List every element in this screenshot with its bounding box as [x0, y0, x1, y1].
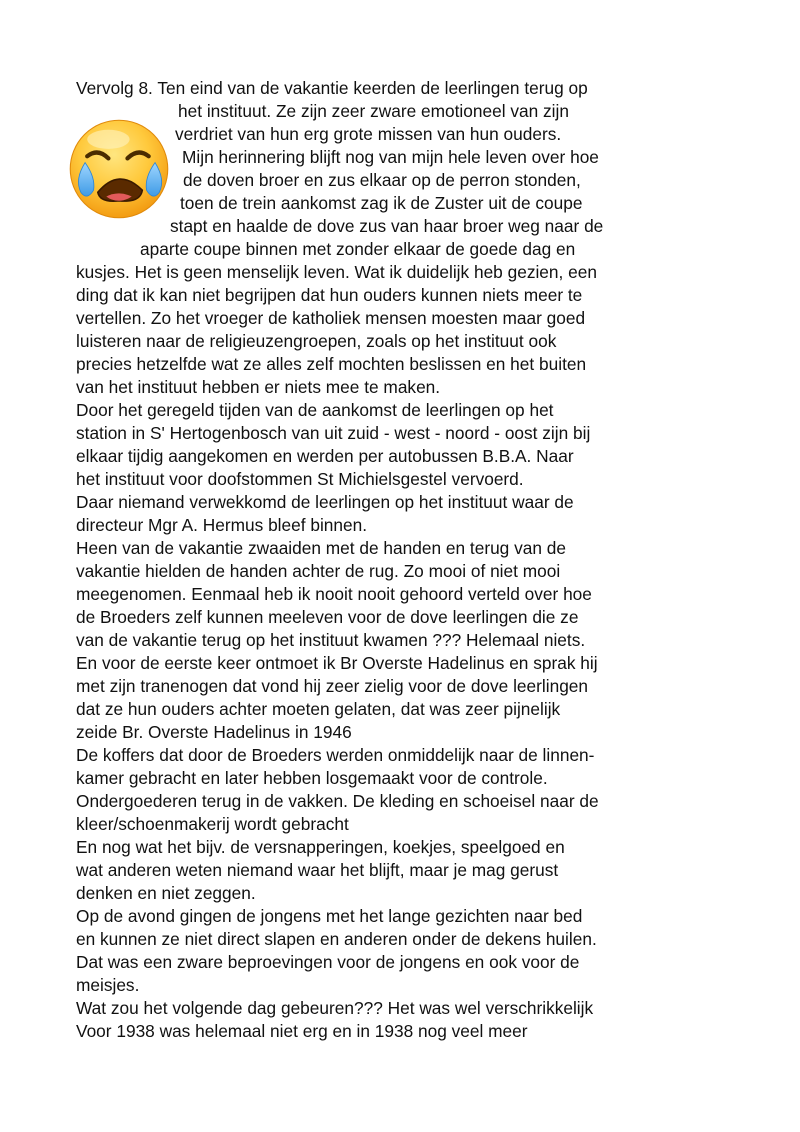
text-line-39: Dat was een zware beproevingen voor de jongens en ook voor de — [76, 952, 580, 972]
text-line-6: toen de trein aankomst zag ik de Zuster uit de coupe — [180, 193, 583, 213]
text-line-22: vakantie hielden de handen achter de rug. Zo mooi of niet mooi — [76, 561, 561, 581]
text-line-42: Voor 1938 was helemaal niet erg en in 1938 nog veel meer — [76, 1021, 528, 1041]
text-line-8: aparte coupe binnen met zonder elkaar de goede dag en — [140, 239, 576, 259]
text-line-34: En nog wat het bijv. de versnapperingen, koekjes, speelgoed en — [76, 837, 565, 857]
text-line-2: het instituut. Ze zijn zeer zware emotioneel van zijn — [178, 101, 569, 121]
text-line-4: Mijn herinnering blijft nog van mijn hele leven over hoe — [182, 147, 599, 167]
text-line-23: meegenomen. Eenmaal heb ik nooit nooit gehoord verteld over hoe — [76, 584, 592, 604]
text-line-31: kamer gebracht en later hebben losgemaakt voor de controle. — [76, 768, 548, 788]
text-line-17: elkaar tijdig aangekomen en werden per autobussen B.B.A. Naar — [76, 446, 574, 466]
text-line-19: Daar niemand verwekkomd de leerlingen op het instituut waar de — [76, 492, 574, 512]
text-line-37: Op de avond gingen de jongens met het lange gezichten naar bed — [76, 906, 583, 926]
text-line-14: van het instituut hebben er niets mee te maken. — [76, 377, 441, 397]
text-line-36: denken en niet zeggen. — [76, 883, 256, 903]
text-line-9: kusjes. Het is geen menselijk leven. Wat ik duidelijk heb gezien, een — [76, 262, 597, 282]
text-line-38: en kunnen ze niet direct slapen en anderen onder de dekens huilen. — [76, 929, 597, 949]
text-line-33: kleer/schoenmakerij wordt gebracht — [76, 814, 349, 834]
text-line-24: de Broeders zelf kunnen meeleven voor de dove leerlingen die ze — [76, 607, 579, 627]
text-line-11: vertellen. Zo het vroeger de katholiek mensen moesten maar goed — [76, 308, 586, 328]
text-line-5: de doven broer en zus elkaar op de perron stonden, — [183, 170, 581, 190]
text-line-13: precies hetzelfde wat ze alles zelf mochten beslissen en het buiten — [76, 354, 587, 374]
text-line-20: directeur Mgr A. Hermus bleef binnen. — [76, 515, 368, 535]
text-line-27: met zijn tranenogen dat vond hij zeer zielig voor de dove leerlingen — [76, 676, 589, 696]
text-line-26: En voor de eerste keer ontmoet ik Br Overste Hadelinus en sprak hij — [76, 653, 598, 673]
text-line-10: ding dat ik kan niet begrijpen dat hun ouders kunnen niets meer te — [76, 285, 583, 305]
text-line-40: meisjes. — [76, 975, 140, 995]
text-line-12: luisteren naar de religieuzengroepen, zoals op het instituut ook — [76, 331, 557, 351]
text-line-16: station in S' Hertogenbosch van uit zuid - west - noord - oost zijn bij — [76, 423, 591, 443]
text-line-35: wat anderen weten niemand waar het blijft, maar je mag gerust — [76, 860, 559, 880]
text-line-25: van de vakantie terug op het instituut kwamen ??? Helemaal niets. — [76, 630, 586, 650]
text-line-29: zeide Br. Overste Hadelinus in 1946 — [76, 722, 352, 742]
text-line-7: stapt en haalde de dove zus van haar broer weg naar de — [170, 216, 604, 236]
text-line-3: verdriet van hun erg grote missen van hun ouders. — [175, 124, 562, 144]
text-line-21: Heen van de vakantie zwaaiden met de handen en terug van de — [76, 538, 566, 558]
text-line-30: De koffers dat door de Broeders werden onmiddelijk naar de linnen- — [76, 745, 595, 765]
text-line-41: Wat zou het volgende dag gebeuren??? Het was wel verschrikkelijk — [76, 998, 594, 1018]
text-line-18: het instituut voor doofstommen St Michielsgestel vervoerd. — [76, 469, 524, 489]
text-line-32: Ondergoederen terug in de vakken. De kleding en schoeisel naar de — [76, 791, 599, 811]
text-line-1: Vervolg 8. Ten eind van de vakantie keerden de leerlingen terug op — [76, 78, 588, 98]
text-line-28: dat ze hun ouders achter moeten gelaten, dat was zeer pijnelijk — [76, 699, 561, 719]
text-line-15: Door het geregeld tijden van de aankomst de leerlingen op het — [76, 400, 554, 420]
crying-face-icon — [66, 116, 172, 222]
face-highlight — [87, 130, 129, 149]
